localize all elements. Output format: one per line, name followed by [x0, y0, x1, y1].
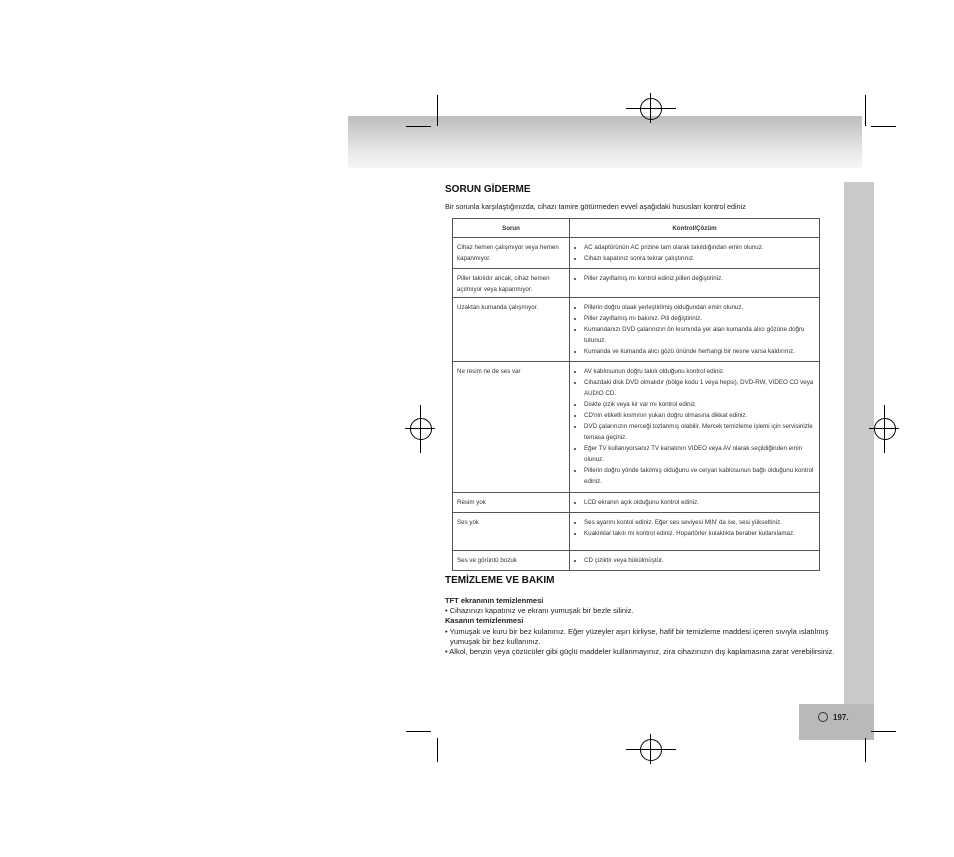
page-number-text: 197.: [833, 712, 849, 722]
subheading-case-cleaning: Kasanın temizlenmesi: [445, 616, 524, 626]
solution-item: • Cihazı kapatınız sonra tekrar çalıştırınız.: [584, 253, 815, 264]
solution-item: • Cihazdaki disk DVD olmalıdır (bölge kodu 1 veya hepsi), DVD-RW, VIDEO CD veya AUDIO CD.: [584, 377, 815, 399]
solution-item: • AC adaptörünün AC prizine tam olarak takıldığından emin olunuz.: [584, 242, 815, 253]
solution-item: • LCD ekranın açık olduğunu kontrol ediniz.: [584, 497, 815, 508]
solution-list: [574, 364, 815, 489]
solution-list: [574, 240, 815, 266]
solution-item: • Kumandanızı DVD çalarınızın ön kısmında yer alan kumanda alıcı gözüne doğru tutunuz.: [584, 324, 815, 346]
solution-list: [574, 271, 815, 286]
case-cleaning-item: • Yumuşak ve kuru bir bez kulanınız. Eğer yüzeyler aşırı kirliyse, hafif bir temizleme maddesi içeren sıvıyla ıslatılmış yumuşak bir bez kullanınız.: [445, 626, 829, 646]
table-row: [453, 493, 820, 513]
solution-item: • Diskte çizik veya kir var mı kontrol ediniz.: [584, 399, 815, 410]
problem-cell: Resim yok: [453, 493, 570, 513]
side-tab-band: [844, 182, 874, 704]
solution-item: • Kuaklıklar takılı mı kontrol ediniz. Hoparlörler kulaklıkla beraber kullanılamaz.: [584, 528, 815, 539]
solution-list: [574, 515, 815, 541]
section-title-cleaning: TEMİZLEME VE BAKIM: [445, 575, 555, 586]
subheading-tft-cleaning: TFT ekranının temizlenmesi: [445, 596, 544, 605]
solution-cell: [570, 362, 820, 493]
table-row: [453, 298, 820, 362]
solution-item: • DVD çalarınızın merceği tozlanmış olabilir. Mercek temizleme işlemi için servisinizle temasa geçiniz.: [584, 421, 815, 443]
table-row: [453, 238, 820, 269]
problem-cell: Piller takılıdır ancak, cihaz hemen açılmıyor veya kapanmıyor.: [453, 269, 570, 298]
column-header-solution: Kontrol/Çözüm: [570, 219, 820, 238]
solution-list: [574, 553, 815, 568]
solution-cell: [570, 269, 820, 298]
solution-item: • Pillerin doğru yönde takılmış olduğunu ve ceryan kablosunun bağlı olduğunu kontrol ediniz.: [584, 465, 815, 487]
solution-item: • Kumanda ve kumanda alıcı gözü önünde herhangi bir nesne varsa kaldırınız.: [584, 346, 815, 357]
table-row: [453, 551, 820, 571]
section-title-troubleshooting: SORUN GİDERME: [445, 184, 531, 195]
table-row: [453, 269, 820, 298]
solution-item: • CD çiziktir veya bükülmüştür.: [584, 555, 815, 566]
page-number-box: [799, 704, 874, 740]
solution-item: • Pillerin doğru olaak yerleştirilmiş olduğundan emin olunuz.: [584, 302, 815, 313]
solution-list: [574, 300, 815, 359]
solution-cell: [570, 238, 820, 269]
section-intro: Bir sorunla karşılaştığınızda, cihazı tamire götürmeden evvel aşağıdaki hususları kontrol ediniz: [445, 202, 746, 211]
solution-list: [574, 495, 815, 510]
solution-cell: [570, 493, 820, 513]
solution-cell: [570, 551, 820, 571]
column-header-problem: Sorun: [453, 219, 570, 238]
problem-cell: Ses ve görüntü bozuk: [453, 551, 570, 571]
solution-cell: [570, 513, 820, 551]
case-cleaning-item: • Alkol, benzin veya çözücüler gibi güçlü maddeler kullanmayınız, zira cihazınızın dış kaplamasına zarar verebilirsiniz.: [445, 647, 835, 657]
problem-cell: Cihaz hemen çalışmıyor veya hemen kapanmıyor.: [453, 238, 570, 269]
table-row: [453, 362, 820, 493]
solution-item: • Piller zayıflamış mı kontrol ediniz,pilleri değiştiriniz.: [584, 273, 815, 284]
solution-item: • CD'nin etiketli kısmının yukarı doğru olmasına dikkat ediniz.: [584, 410, 815, 421]
solution-item: • AV kablosunun doğru takılı olduğunu kontrol ediniz.: [584, 366, 815, 377]
table-header-row: [453, 219, 820, 238]
problem-cell: Ne resim ne de ses var: [453, 362, 570, 493]
tft-cleaning-item: • Cihazınızı kapatınız ve ekranı yumuşak bir bezle siliniz.: [445, 606, 634, 616]
cleaning-section: [445, 596, 840, 657]
language-mark-icon: [818, 712, 828, 722]
troubleshooting-table: [452, 218, 820, 571]
solution-cell: [570, 298, 820, 362]
page-number: [818, 712, 849, 722]
solution-item: • Ses ayarını kontol ediniz. Eğer ses seviyesi MIN' da ise, sesi yükseltiniz.: [584, 517, 815, 528]
problem-cell: Ses yok: [453, 513, 570, 551]
solution-item: • Piller zayıflamış mı bakınız. Pili değiştiriniz.: [584, 313, 815, 324]
table-row: [453, 513, 820, 551]
problem-cell: Uzaktan kumanda çalışmıyor.: [453, 298, 570, 362]
header-band: [348, 116, 862, 168]
solution-item: • Eğer TV kullanıyorsanız TV kanalının VIDEO veya AV olarak seçildiğinden emin olunuz.: [584, 443, 815, 465]
